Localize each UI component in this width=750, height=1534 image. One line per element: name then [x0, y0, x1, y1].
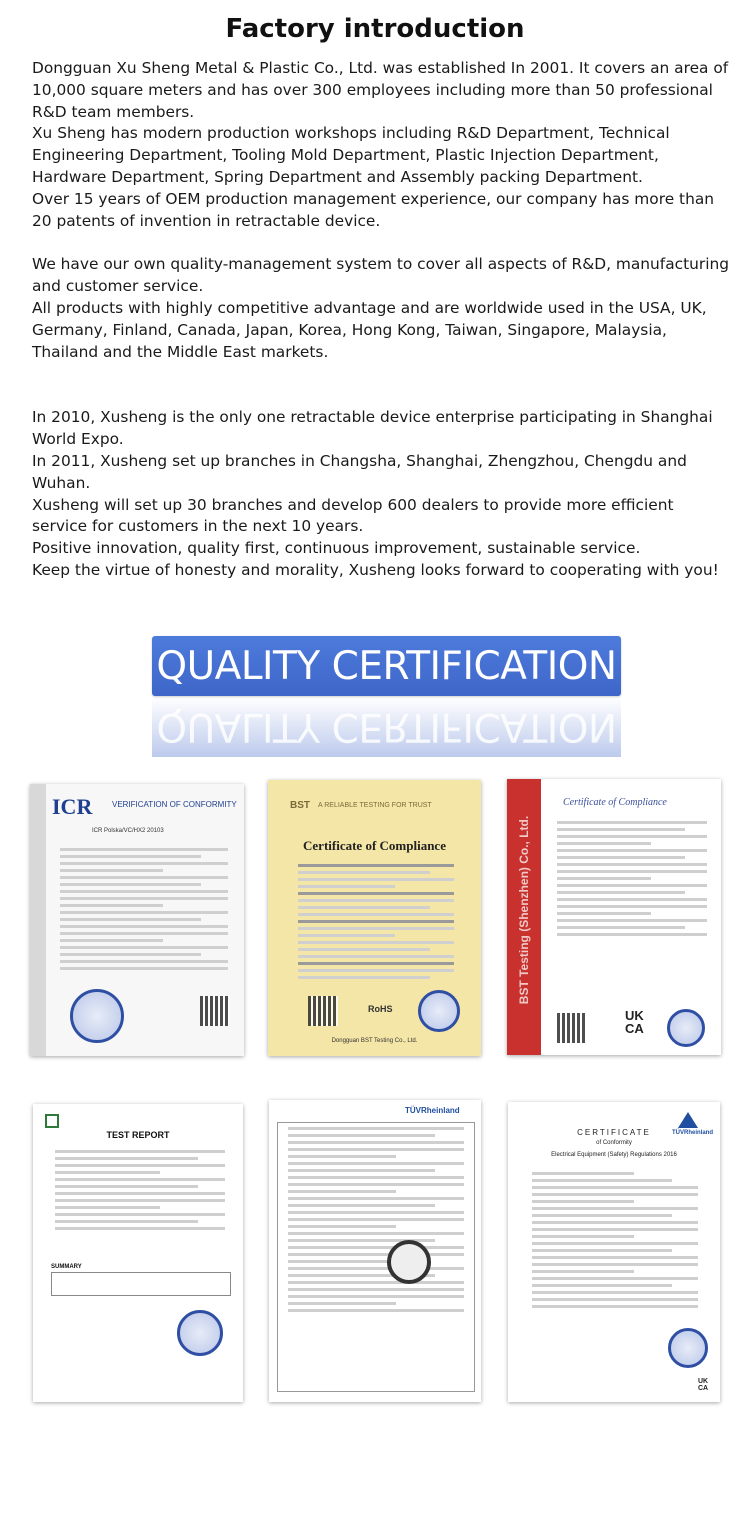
tuv-ukca-mark: UK CA [698, 1378, 709, 1392]
tuv-report-logo: TÜVRheinland [405, 1106, 460, 1115]
icr-certificate-image [30, 784, 244, 1056]
intro-paragraph: Positive innovation, quality first, continuous improvement, sustainable service. [32, 539, 641, 558]
intro-paragraph: All products with highly competitive advantage and are worldwide used in the USA, UK, Germany, Finland, Canada, Japan, Korea, Hong Kong, Taiwan, Singapore, Malaysia, Thailand and the Middle East markets. [32, 298, 707, 361]
ukca-seal-icon [667, 1009, 705, 1047]
test-report-heading: TEST REPORT [106, 1130, 170, 1140]
qr-code-icon [557, 1013, 587, 1043]
intro-paragraph: Keep the virtue of honesty and morality, Xusheng looks forward to cooperating with you! [32, 560, 719, 579]
bst-tagline: A RELIABLE TESTING FOR TRUST [318, 802, 432, 809]
bst-compliance-certificate-image [268, 780, 481, 1056]
bst-ukca-certificate-image [507, 779, 721, 1055]
qr-code-icon [200, 996, 230, 1026]
tuv-certificate-heading: CERTIFICATE [577, 1128, 651, 1137]
rohs-mark: RoHS [368, 1004, 393, 1014]
tuv-certificate-sub: of Conformity [596, 1140, 632, 1146]
bst-footer: Dongguan BST Testing Co., Ltd. [331, 1038, 418, 1044]
tuv-certificate-image [508, 1102, 720, 1402]
page-title: Factory introduction [225, 14, 525, 44]
intro-paragraph: Dongguan Xu Sheng Metal & Plastic Co., Ltd. was established In 2001. It covers an area of 10,000 square meters and has over 300 employees including more than 50 professional R&D team members. [32, 59, 729, 121]
ukca-mark: UK CA [625, 1008, 644, 1036]
ev-plug-icon [387, 1240, 431, 1284]
qr-code-icon [308, 996, 338, 1026]
tuv-certificate-standard: Electrical Equipment (Safety) Regulations 2016 [551, 1152, 677, 1158]
test-report-summary: SUMMARY [51, 1264, 82, 1270]
icr-logo: ICR [52, 794, 93, 819]
intro-text [32, 58, 732, 582]
bst-logo: BST [290, 800, 310, 811]
ukca-heading: Certificate of Compliance [563, 797, 667, 808]
tuv-seal-icon [668, 1328, 708, 1368]
tuv-certificate-logo: TÜVRheinland [672, 1130, 714, 1136]
quality-certification-reflection: QUALITY CERTIFICATION [152, 697, 621, 757]
tuv-triangle-icon [678, 1112, 698, 1128]
bst-seal-icon [418, 990, 460, 1032]
icr-seal-icon [70, 989, 124, 1043]
tuv-report-image [269, 1100, 481, 1402]
icr-ref: ICR Polska/VC/HX2 20103 [92, 828, 164, 834]
test-report-seal-icon [177, 1310, 223, 1356]
intro-paragraph: Xu Sheng has modern production workshops including R&D Department, Technical Engineering Department, Tooling Mold Department, Plastic Injection Department, Hardware Department, Spring Department and Assembly packing Department. [32, 124, 670, 186]
intro-paragraph: In 2011, Xusheng set up branches in Changsha, Shanghai, Zhengzhou, Chengdu and Wuhan. [32, 451, 687, 492]
intro-paragraph: Over 15 years of OEM production management experience, our company has more than 20 patents of invention in retractable device. [32, 189, 715, 230]
bst-heading: Certificate of Compliance [303, 838, 446, 853]
intro-paragraph: We have our own quality-management system to cover all aspects of R&D, manufacturing and customer service. [32, 255, 730, 296]
bst-side-text: BST Testing (Shenzhen) Co., Ltd. [517, 815, 531, 1005]
quality-certification-banner: QUALITY CERTIFICATION [152, 636, 621, 696]
icr-heading: VERIFICATION OF CONFORMITY [112, 800, 237, 809]
intro-paragraph: Xusheng will set up 30 branches and develop 600 dealers to provide more efficient service for customers in the next 10 years. [32, 495, 674, 536]
intro-paragraph: In 2010, Xusheng is the only one retractable device enterprise participating in Shanghai World Expo. [32, 408, 713, 449]
test-report-image [33, 1104, 243, 1402]
